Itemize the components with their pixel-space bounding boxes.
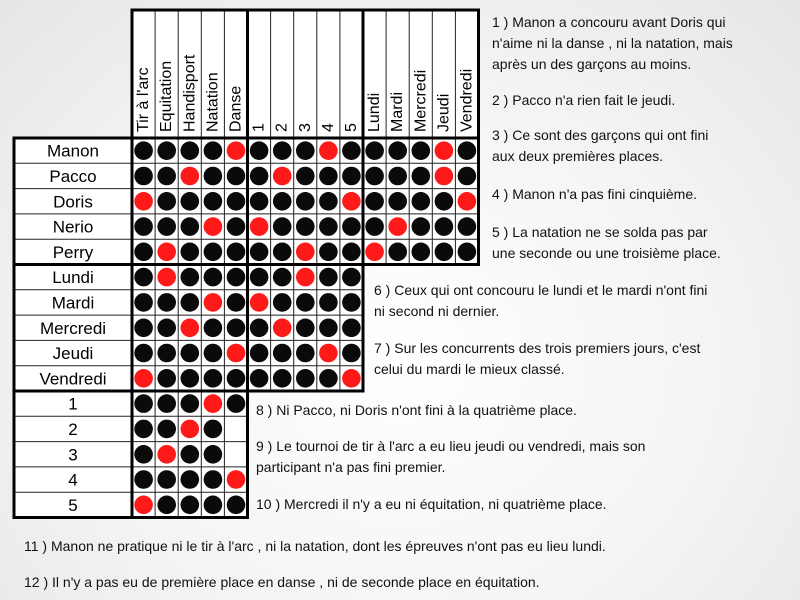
row-label-person: Pacco — [49, 167, 97, 186]
grid-mark-true[interactable] — [227, 470, 246, 489]
grid-mark-true[interactable] — [296, 268, 315, 287]
grid-mark-false[interactable] — [388, 243, 407, 262]
grid-mark-false[interactable] — [273, 293, 292, 312]
grid-mark-false[interactable] — [181, 268, 200, 287]
column-header-place: 5 — [342, 123, 360, 132]
column-header-sport: Danse — [227, 85, 245, 132]
grid-mark-false[interactable] — [227, 319, 246, 338]
grid-mark-false[interactable] — [250, 268, 269, 287]
row-label-day: Mardi — [51, 293, 95, 313]
grid-mark-false[interactable] — [250, 141, 269, 160]
grid-mark-false[interactable] — [204, 445, 223, 464]
grid-mark-false[interactable] — [342, 243, 361, 262]
grid-mark-true[interactable] — [388, 217, 407, 236]
grid-mark-false[interactable] — [227, 192, 246, 211]
column-header-day: Mercredi — [412, 69, 430, 132]
grid-mark-false[interactable] — [181, 470, 200, 489]
clue-4: 4 ) Manon n'a pas fini cinquième. — [492, 186, 698, 202]
grid-mark-false[interactable] — [342, 268, 361, 287]
grid-mark-false[interactable] — [134, 141, 153, 160]
grid-mark-false[interactable] — [319, 167, 338, 186]
column-header-sport: Handisport — [181, 54, 199, 132]
grid-mark-false[interactable] — [342, 319, 361, 338]
grid-mark-false[interactable] — [296, 344, 315, 363]
grid-mark-true[interactable] — [458, 192, 477, 211]
grid-mark-false[interactable] — [412, 243, 431, 262]
grid-mark-false[interactable] — [388, 192, 407, 211]
grid-mark-false[interactable] — [296, 319, 315, 338]
grid-mark-false[interactable] — [227, 293, 246, 312]
grid-mark-true[interactable] — [435, 141, 454, 160]
row-label-person: Perry — [52, 242, 94, 262]
grid-mark-true[interactable] — [134, 192, 153, 211]
grid-mark-true[interactable] — [250, 217, 269, 236]
grid-mark-false[interactable] — [204, 319, 223, 338]
grid-mark-false[interactable] — [227, 369, 246, 388]
grid-mark-false[interactable] — [227, 243, 246, 262]
grid-mark-false[interactable] — [342, 293, 361, 312]
grid-mark-false[interactable] — [250, 344, 269, 363]
grid-mark-false[interactable] — [204, 369, 223, 388]
column-header-place: 2 — [273, 123, 291, 132]
grid-mark-false[interactable] — [157, 319, 176, 338]
grid-mark-false[interactable] — [227, 268, 246, 287]
grid-mark-false[interactable] — [458, 141, 477, 160]
column-header-day: Mardi — [389, 91, 407, 132]
clue-2: 2 ) Pacco n'a rien fait le jeudi. — [492, 92, 676, 108]
grid-mark-false[interactable] — [342, 167, 361, 186]
grid-mark-true[interactable] — [365, 243, 384, 262]
grid-mark-false[interactable] — [227, 167, 246, 186]
grid-mark-false[interactable] — [296, 369, 315, 388]
row-label-place: 2 — [68, 419, 78, 439]
grid-mark-false[interactable] — [342, 217, 361, 236]
grid-mark-false[interactable] — [319, 369, 338, 388]
grid-mark-false[interactable] — [319, 243, 338, 262]
grid-mark-true[interactable] — [157, 243, 176, 262]
grid-mark-false[interactable] — [412, 167, 431, 186]
grid-mark-true[interactable] — [342, 192, 361, 211]
grid-mark-false[interactable] — [296, 293, 315, 312]
grid-mark-true[interactable] — [181, 420, 200, 439]
grid-mark-false[interactable] — [296, 167, 315, 186]
grid-mark-false[interactable] — [157, 192, 176, 211]
grid-mark-false[interactable] — [458, 167, 477, 186]
grid-mark-false[interactable] — [342, 141, 361, 160]
grid-mark-false[interactable] — [458, 217, 477, 236]
grid-mark-false[interactable] — [181, 217, 200, 236]
grid-mark-false[interactable] — [157, 344, 176, 363]
grid-mark-false[interactable] — [435, 192, 454, 211]
grid-mark-true[interactable] — [227, 141, 246, 160]
row-label-person: Doris — [53, 192, 93, 212]
grid-mark-false[interactable] — [273, 217, 292, 236]
grid-mark-false[interactable] — [250, 319, 269, 338]
grid-mark-false[interactable] — [296, 141, 315, 160]
grid-mark-true[interactable] — [273, 319, 292, 338]
grid-mark-false[interactable] — [296, 217, 315, 236]
clue-5: 5 ) La natation ne se solda pas par une seconde ou une troisième place. — [492, 224, 721, 261]
grid-mark-false[interactable] — [250, 192, 269, 211]
grid-mark-false[interactable] — [181, 445, 200, 464]
grid-mark-false[interactable] — [134, 394, 153, 413]
grid-mark-false[interactable] — [181, 496, 200, 515]
grid-mark-false[interactable] — [273, 243, 292, 262]
grid-mark-false[interactable] — [365, 141, 384, 160]
grid-mark-false[interactable] — [365, 217, 384, 236]
row-label-day: Mercredi — [39, 318, 107, 338]
grid-mark-false[interactable] — [181, 192, 200, 211]
grid-mark-false[interactable] — [204, 420, 223, 439]
grid-mark-false[interactable] — [273, 192, 292, 211]
row-label-person: Nerio — [52, 217, 94, 237]
column-header-sport: Equitation — [158, 60, 176, 132]
grid-mark-false[interactable] — [273, 141, 292, 160]
grid-mark-false[interactable] — [319, 192, 338, 211]
grid-mark-false[interactable] — [319, 319, 338, 338]
grid-mark-false[interactable] — [365, 167, 384, 186]
grid-mark-false[interactable] — [181, 293, 200, 312]
grid-mark-true[interactable] — [435, 167, 454, 186]
column-header-day: Jeudi — [435, 93, 453, 132]
grid-mark-false[interactable] — [412, 141, 431, 160]
grid-mark-false[interactable] — [250, 369, 269, 388]
grid-mark-true[interactable] — [319, 141, 338, 160]
grid-mark-false[interactable] — [157, 496, 176, 515]
grid-mark-false[interactable] — [181, 141, 200, 160]
grid-mark-false[interactable] — [388, 167, 407, 186]
grid-mark-false[interactable] — [227, 496, 246, 515]
column-header-day: Vendredi — [458, 68, 476, 132]
grid-mark-false[interactable] — [227, 217, 246, 236]
grid-mark-false[interactable] — [273, 344, 292, 363]
clue-3: 3 ) Ce sont des garçons qui ont fini aux deux premières places. — [492, 127, 709, 164]
column-header-place: 3 — [296, 123, 314, 132]
clue-7: 7 ) Sur les concurrents des trois premiers jours, c'est celui du mardi le mieux classé. — [374, 340, 701, 377]
grid-mark-true[interactable] — [181, 319, 200, 338]
grid-mark-false[interactable] — [204, 192, 223, 211]
grid-mark-false[interactable] — [157, 369, 176, 388]
column-header-place: 1 — [250, 123, 268, 132]
grid-mark-false[interactable] — [412, 192, 431, 211]
grid-mark-false[interactable] — [134, 167, 153, 186]
row-label-place: 4 — [68, 470, 78, 490]
row-label-place: 5 — [68, 495, 78, 515]
grid-mark-true[interactable] — [273, 167, 292, 186]
grid-mark-false[interactable] — [458, 243, 477, 262]
grid-mark-false[interactable] — [296, 192, 315, 211]
grid-mark-false[interactable] — [134, 420, 153, 439]
grid-mark-false[interactable] — [181, 344, 200, 363]
grid-mark-false[interactable] — [435, 217, 454, 236]
clue-12: 12 ) Il n'y a pas eu de première place en danse , ni de seconde place en équitation. — [24, 574, 540, 590]
grid-mark-false[interactable] — [134, 293, 153, 312]
grid-mark-false[interactable] — [227, 394, 246, 413]
grid-mark-true[interactable] — [204, 293, 223, 312]
column-header-sport: Tir à l'arc — [135, 67, 153, 132]
grid-mark-false[interactable] — [157, 167, 176, 186]
grid-mark-false[interactable] — [273, 369, 292, 388]
grid-mark-false[interactable] — [157, 420, 176, 439]
grid-mark-false[interactable] — [134, 217, 153, 236]
grid-mark-false[interactable] — [365, 192, 384, 211]
grid-mark-true[interactable] — [204, 394, 223, 413]
grid-mark-false[interactable] — [273, 268, 292, 287]
row-label-person: Manon — [47, 141, 99, 161]
grid-mark-false[interactable] — [134, 470, 153, 489]
clue-10: 10 ) Mercredi il n'y a eu ni équitation, ni quatrième place. — [256, 496, 607, 512]
grid-mark-false[interactable] — [134, 268, 153, 287]
row-label-place: 3 — [68, 445, 78, 465]
grid-mark-true[interactable] — [250, 293, 269, 312]
grid-mark-false[interactable] — [204, 243, 223, 262]
clue-6: 6 ) Ceux qui ont concouru le lundi et le mardi n'ont fini ni second ni dernier. — [374, 282, 708, 319]
row-label-day: Vendredi — [39, 369, 107, 389]
grid-mark-true[interactable] — [134, 496, 153, 515]
grid-mark-false[interactable] — [181, 243, 200, 262]
column-header-place: 4 — [319, 123, 337, 132]
grid-mark-false[interactable] — [388, 141, 407, 160]
grid-mark-false[interactable] — [134, 344, 153, 363]
grid-mark-true[interactable] — [157, 268, 176, 287]
grid-mark-false[interactable] — [204, 268, 223, 287]
grid-mark-false[interactable] — [435, 243, 454, 262]
grid-mark-false[interactable] — [134, 243, 153, 262]
row-label-place: 1 — [68, 394, 78, 414]
grid-mark-false[interactable] — [157, 394, 176, 413]
row-label-day: Jeudi — [52, 344, 94, 363]
grid-mark-false[interactable] — [342, 344, 361, 363]
grid-mark-false[interactable] — [204, 344, 223, 363]
clue-11: 11 ) Manon ne pratique ni le tir à l'arc , ni la natation, dont les épreuves n'ont pas eu lieu lundi. — [24, 538, 606, 554]
column-header-sport: Natation — [204, 72, 222, 132]
clue-9: 9 ) Le tournoi de tir à l'arc a eu lieu jeudi ou vendredi, mais son participant n'a pas fini premier. — [256, 438, 646, 475]
grid-mark-true[interactable] — [319, 344, 338, 363]
grid-mark-true[interactable] — [227, 344, 246, 363]
grid-mark-true[interactable] — [157, 445, 176, 464]
grid-mark-true[interactable] — [204, 217, 223, 236]
grid-mark-true[interactable] — [181, 167, 200, 186]
grid-mark-false[interactable] — [204, 496, 223, 515]
grid-mark-false[interactable] — [319, 268, 338, 287]
grid-mark-true[interactable] — [342, 369, 361, 388]
grid-mark-false[interactable] — [134, 319, 153, 338]
row-label-day: Lundi — [52, 268, 94, 288]
grid-mark-false[interactable] — [319, 217, 338, 236]
grid-mark-false[interactable] — [157, 217, 176, 236]
grid-mark-false[interactable] — [412, 217, 431, 236]
grid-mark-true[interactable] — [134, 369, 153, 388]
grid-mark-false[interactable] — [157, 470, 176, 489]
grid-mark-false[interactable] — [134, 445, 153, 464]
grid-mark-true[interactable] — [296, 243, 315, 262]
clue-1: 1 ) Manon a concouru avant Doris qui n'aime ni la danse , ni la natation, mais après un des garçons au moins. — [492, 14, 733, 72]
grid-mark-false[interactable] — [204, 167, 223, 186]
grid-mark-false[interactable] — [250, 243, 269, 262]
grid-mark-false[interactable] — [157, 141, 176, 160]
grid-mark-false[interactable] — [204, 141, 223, 160]
grid-mark-false[interactable] — [181, 394, 200, 413]
grid-mark-false[interactable] — [204, 470, 223, 489]
grid-mark-false[interactable] — [181, 369, 200, 388]
column-header-day: Lundi — [366, 92, 384, 132]
grid-mark-false[interactable] — [250, 167, 269, 186]
clue-8: 8 ) Ni Pacco, ni Doris n'ont fini à la quatrième place. — [256, 402, 577, 418]
grid-mark-false[interactable] — [319, 293, 338, 312]
grid-mark-false[interactable] — [157, 293, 176, 312]
